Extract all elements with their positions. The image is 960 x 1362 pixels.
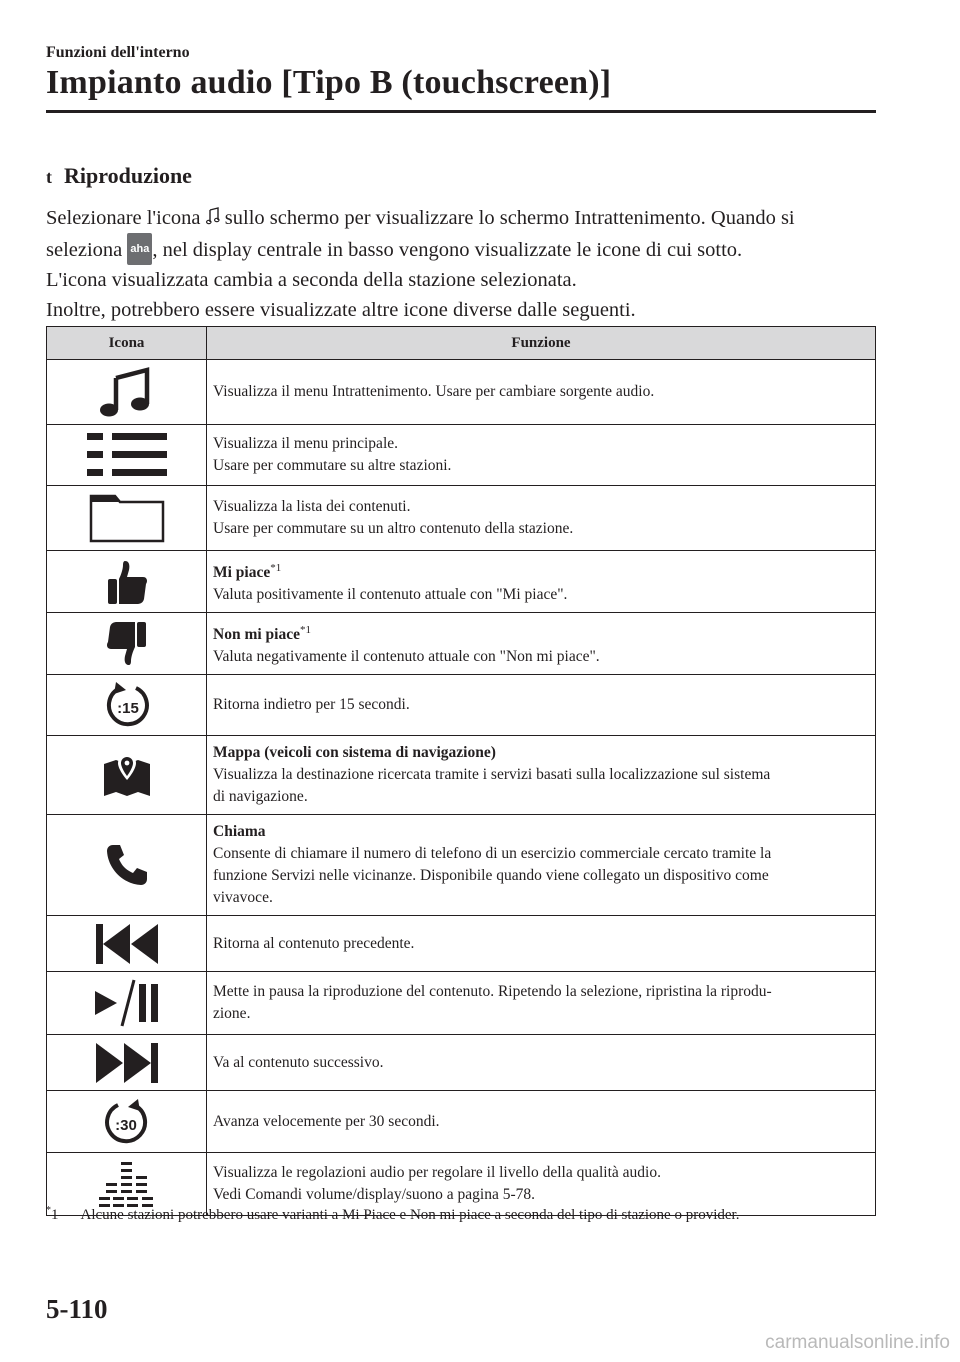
intro-line-3: L'icona visualizzata cambia a seconda della stazione selezionata. <box>46 269 577 291</box>
intro-text-2b: , nel display centrale in basso vengono visualizzate le icone di cui sotto. <box>152 239 743 261</box>
function-cell <box>207 425 876 486</box>
function-cell <box>207 972 876 1035</box>
icon-cell <box>47 425 207 486</box>
footnote-number: 1 <box>51 1207 59 1223</box>
music-note-inline-icon <box>206 206 220 226</box>
forward-30-icon <box>102 1097 152 1147</box>
table-row <box>47 1091 876 1153</box>
title-rule <box>46 110 876 113</box>
function-text: Visualizza il menu Intrattenimento. Usare per cambiare sorgente audio. <box>213 383 655 400</box>
function-text: Valuta positivamente il contenuto attuale con "Mi piace". <box>213 586 568 604</box>
function-cell <box>207 736 876 815</box>
icon-cell <box>47 815 207 916</box>
watermark: carmanualsonline.info <box>765 1332 950 1353</box>
function-cell <box>207 1091 876 1153</box>
forward-30-label: :30 <box>114 1116 137 1134</box>
icon-cell <box>47 972 207 1035</box>
icon-cell <box>47 675 207 736</box>
table-header-row <box>47 327 876 360</box>
music-note-icon <box>97 366 157 418</box>
page-number: 5-110 <box>46 1294 108 1324</box>
function-cell <box>207 551 876 613</box>
icon-cell <box>47 486 207 551</box>
function-cell <box>207 815 876 916</box>
icon-cell <box>47 360 207 425</box>
skip-previous-icon <box>94 922 160 966</box>
function-text: Vedi Comandi volume/display/suono a pagina 5-78. <box>213 1186 536 1204</box>
function-text: vivavoce. <box>213 889 273 907</box>
thumbs-down-icon <box>105 621 149 667</box>
function-text: Visualizza il menu principale. <box>213 435 399 452</box>
function-text: Va al contenuto successivo. <box>213 1053 384 1071</box>
rewind-15-icon <box>102 680 152 730</box>
function-text: Mette in pausa la riproduzione del contenuto. Ripetendo la selezione, ripristina la riprodu- <box>213 983 772 1001</box>
table-row <box>47 675 876 736</box>
footnote-text: Alcune stazioni potrebbero usare varianti a Mi Piace e Non mi piace a seconda del tipo di stazione o provider. <box>80 1207 740 1223</box>
function-text: Ritorna indietro per 15 secondi. <box>213 696 410 714</box>
icon-cell <box>47 1091 207 1153</box>
table-row <box>47 1035 876 1091</box>
icon-cell <box>47 916 207 972</box>
footnote-ref: *1 <box>270 562 282 574</box>
page-title: Impianto audio [Tipo B (touchscreen)] <box>46 64 612 101</box>
function-text: zione. <box>213 1005 251 1023</box>
intro-text-1a: Selezionare l'icona <box>46 207 206 229</box>
skip-next-icon <box>94 1041 160 1085</box>
icon-cell <box>47 613 207 675</box>
thumbs-up-icon <box>105 559 149 605</box>
table-row <box>47 360 876 425</box>
heading-text: Riproduzione <box>64 163 192 188</box>
intro-line-4: Inoltre, potrebbero essere visualizzate altre icone diverse dalle seguenti. <box>46 299 636 321</box>
function-cell <box>207 1035 876 1091</box>
rewind-15-label: :15 <box>116 700 139 718</box>
footnote-mark: * <box>46 1205 51 1216</box>
function-text: Visualizza la lista dei contenuti. <box>213 498 411 515</box>
icon-cell <box>47 551 207 613</box>
folder-icon <box>89 493 165 543</box>
col-header-icon: Icona <box>47 327 207 360</box>
function-cell <box>207 675 876 736</box>
function-text: Avanza velocemente per 30 secondi. <box>213 1112 440 1130</box>
table-row <box>47 815 876 916</box>
function-text: Usare per commutare su altre stazioni. <box>213 457 452 474</box>
function-title-text: Mi piace <box>213 564 271 582</box>
function-text: Visualizza le regolazioni audio per regolare il livello della qualità audio. <box>213 1164 661 1182</box>
function-text: Valuta negativamente il contenuto attuale con "Non mi piace". <box>213 648 600 666</box>
table-row <box>47 972 876 1035</box>
function-text: di navigazione. <box>213 788 308 806</box>
aha-badge: aha <box>127 233 152 265</box>
icon-cell <box>47 736 207 815</box>
section-label: Funzioni dell'interno <box>46 44 190 61</box>
intro-line-2 <box>46 233 886 265</box>
table-row <box>47 551 876 613</box>
function-cell <box>207 916 876 972</box>
icon-function-table <box>46 326 876 1216</box>
function-title: Mappa (veicoli con sistema di navigazione) <box>213 744 496 762</box>
function-title <box>213 557 869 584</box>
function-text: Consente di chiamare il numero di telefono di un esercizio commerciale cercato tramite la <box>213 845 772 863</box>
intro-line-1 <box>46 203 886 233</box>
table-row <box>47 916 876 972</box>
play-pause-icon <box>93 978 161 1028</box>
intro-text-2a: seleziona <box>46 239 128 261</box>
function-title <box>213 619 869 646</box>
function-text: Usare per commutare su un altro contenuto della stazione. <box>213 520 574 537</box>
function-title-text: Non mi piace <box>213 626 300 644</box>
footnote-ref: *1 <box>299 624 311 637</box>
function-text: funzione Servizi nelle vicinanze. Disponibile quando viene collegato un dispositivo come <box>213 867 769 885</box>
function-title: Chiama <box>213 823 266 841</box>
function-text: Ritorna al contenuto precedente. <box>213 934 415 952</box>
heading-bullet: t <box>46 167 52 187</box>
phone-icon <box>105 843 149 887</box>
function-cell <box>207 613 876 675</box>
intro-text-1b: sullo schermo per visualizzare lo schermo Intrattenimento. Quando si <box>219 207 795 229</box>
table-row <box>47 486 876 551</box>
table-row <box>47 613 876 675</box>
table-row <box>47 736 876 815</box>
map-pin-icon <box>102 750 152 800</box>
section-heading <box>46 163 192 189</box>
function-cell <box>207 360 876 425</box>
function-text: Visualizza la destinazione ricercata tramite i servizi basati sulla localizzazione sul sistema <box>213 766 771 784</box>
equalizer-icon <box>99 1160 155 1208</box>
intro-text <box>46 203 886 325</box>
footnote <box>46 1205 739 1224</box>
table-row <box>47 425 876 486</box>
function-cell <box>207 486 876 551</box>
col-header-function: Funzione <box>207 327 876 360</box>
icon-cell <box>47 1035 207 1091</box>
list-menu-icon <box>87 430 167 480</box>
